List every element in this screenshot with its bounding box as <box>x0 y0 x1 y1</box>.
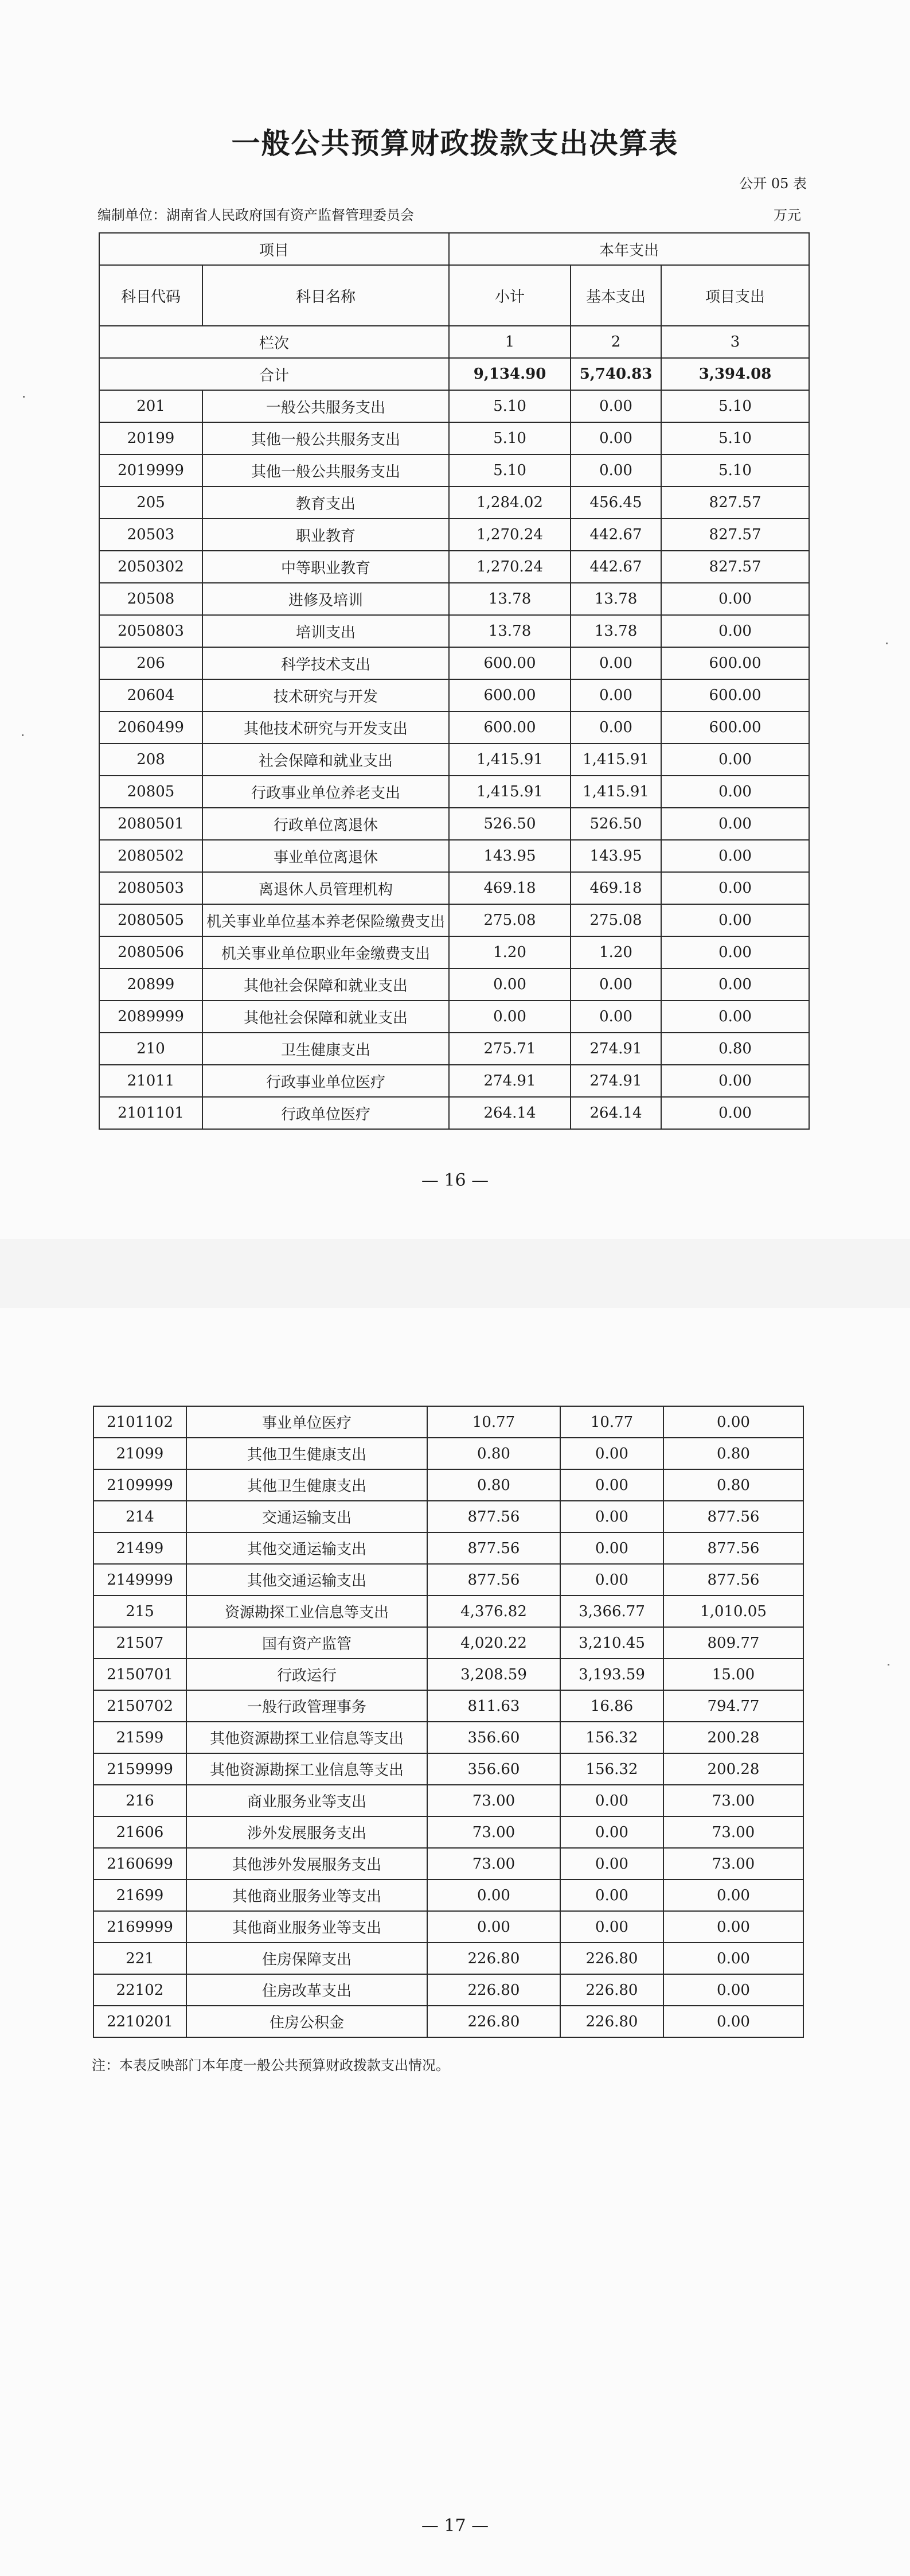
basic-value: 10.77 <box>560 1406 663 1438</box>
subtotal-value: 600.00 <box>449 711 571 744</box>
basic-value: 16.86 <box>560 1690 663 1722</box>
item-code: 2019999 <box>99 454 202 487</box>
header-code: 科目代码 <box>99 265 202 326</box>
basic-value: 0.00 <box>560 1848 663 1880</box>
item-name: 其他社会保障和就业支出 <box>202 1001 449 1033</box>
item-code: 210 <box>99 1033 202 1065</box>
project-value: 0.80 <box>663 1438 803 1469</box>
item-code: 2101101 <box>99 1097 202 1129</box>
project-value: 0.00 <box>661 776 809 808</box>
basic-value: 456.45 <box>571 487 661 519</box>
subtotal-value: 4,020.22 <box>427 1627 560 1659</box>
basic-value: 13.78 <box>571 615 661 647</box>
item-name: 科学技术支出 <box>202 647 449 679</box>
page-title: 一般公共预算财政拨款支出决算表 <box>231 126 679 160</box>
project-value: 0.00 <box>663 1911 803 1943</box>
item-name: 机关事业单位职业年金缴费支出 <box>202 936 449 968</box>
currency-unit: 万元 <box>774 207 801 223</box>
table-row <box>93 1501 803 1532</box>
item-name: 其他一般公共服务支出 <box>202 454 449 487</box>
project-value: 827.57 <box>661 519 809 551</box>
basic-value: 1.20 <box>571 936 661 968</box>
item-name: 中等职业教育 <box>202 551 449 583</box>
item-code: 2050803 <box>99 615 202 647</box>
item-code: 2080502 <box>99 840 202 872</box>
table-row <box>93 2006 803 2037</box>
item-name: 机关事业单位基本养老保险缴费支出 <box>202 904 449 936</box>
compiling-unit: 编制单位：湖南省人民政府国有资产监督管理委员会 <box>97 207 414 223</box>
subtotal-value: 3,208.59 <box>427 1659 560 1690</box>
project-value: 0.00 <box>661 615 809 647</box>
table-row <box>99 968 809 1001</box>
table-row <box>99 872 809 904</box>
page-number-17: — 17 — <box>421 2516 489 2536</box>
item-code: 21499 <box>93 1532 186 1564</box>
project-value: 600.00 <box>661 647 809 679</box>
header-row-2 <box>99 265 809 326</box>
table-row <box>99 776 809 808</box>
project-value: 809.77 <box>663 1627 803 1659</box>
item-name: 离退休人员管理机构 <box>202 872 449 904</box>
item-name: 住房公积金 <box>186 2006 427 2037</box>
item-code: 20199 <box>99 422 202 454</box>
table-row <box>99 1001 809 1033</box>
basic-value: 1,415.91 <box>571 776 661 808</box>
table-row <box>99 583 809 615</box>
item-name: 其他涉外发展服务支出 <box>186 1848 427 1880</box>
item-name: 事业单位医疗 <box>186 1406 427 1438</box>
item-name: 其他商业服务业等支出 <box>186 1880 427 1911</box>
subtotal-value: 0.80 <box>427 1438 560 1469</box>
item-code: 21099 <box>93 1438 186 1469</box>
table-row <box>99 904 809 936</box>
table-row <box>99 519 809 551</box>
item-code: 205 <box>99 487 202 519</box>
page-number-16: — 16 — <box>421 1170 489 1190</box>
table-row <box>99 390 809 422</box>
table-row <box>99 454 809 487</box>
project-value: 827.57 <box>661 551 809 583</box>
subtotal-value: 226.80 <box>427 2006 560 2037</box>
basic-value: 275.08 <box>571 904 661 936</box>
table-row <box>93 1438 803 1469</box>
total-label: 合计 <box>99 358 449 390</box>
table-row <box>93 1816 803 1848</box>
basic-value: 226.80 <box>560 1974 663 2006</box>
subtotal-value: 275.71 <box>449 1033 571 1065</box>
scan-mark <box>886 643 888 644</box>
table-row <box>93 1627 803 1659</box>
subtotal-value: 275.08 <box>449 904 571 936</box>
subtotal-value: 1,270.24 <box>449 519 571 551</box>
subtotal-value: 0.00 <box>449 1001 571 1033</box>
item-code: 2060499 <box>99 711 202 744</box>
subtotal-value: 526.50 <box>449 808 571 840</box>
table-row <box>93 1911 803 1943</box>
item-code: 21011 <box>99 1065 202 1097</box>
item-name: 培训支出 <box>202 615 449 647</box>
project-value: 0.00 <box>663 1943 803 1974</box>
item-name: 职业教育 <box>202 519 449 551</box>
table-row <box>99 808 809 840</box>
subtotal-value: 73.00 <box>427 1785 560 1816</box>
subtotal-value: 264.14 <box>449 1097 571 1129</box>
item-name: 涉外发展服务支出 <box>186 1816 427 1848</box>
item-name: 住房改革支出 <box>186 1974 427 2006</box>
subtotal-value: 226.80 <box>427 1943 560 1974</box>
project-value: 200.28 <box>663 1753 803 1785</box>
subtotal-value: 0.80 <box>427 1469 560 1501</box>
project-value: 73.00 <box>663 1785 803 1816</box>
subtotal-value: 877.56 <box>427 1532 560 1564</box>
subtotal-value: 13.78 <box>449 615 571 647</box>
item-name: 其他交通运输支出 <box>186 1564 427 1596</box>
basic-value: 3,193.59 <box>560 1659 663 1690</box>
project-value: 600.00 <box>661 679 809 711</box>
project-value: 0.00 <box>661 1097 809 1129</box>
project-value: 0.00 <box>661 1065 809 1097</box>
item-code: 2089999 <box>99 1001 202 1033</box>
project-value: 0.00 <box>661 936 809 968</box>
basic-value: 0.00 <box>560 1816 663 1848</box>
project-value: 200.28 <box>663 1722 803 1753</box>
item-code: 2160699 <box>93 1848 186 1880</box>
basic-value: 274.91 <box>571 1033 661 1065</box>
subtotal-value: 10.77 <box>427 1406 560 1438</box>
header-row-1 <box>99 233 809 265</box>
project-value: 5.10 <box>661 422 809 454</box>
item-name: 一般行政管理事务 <box>186 1690 427 1722</box>
project-value: 0.00 <box>661 840 809 872</box>
item-code: 206 <box>99 647 202 679</box>
project-value: 0.00 <box>661 583 809 615</box>
basic-value: 13.78 <box>571 583 661 615</box>
item-code: 20899 <box>99 968 202 1001</box>
item-name: 资源勘探工业信息等支出 <box>186 1596 427 1627</box>
item-name: 一般公共服务支出 <box>202 390 449 422</box>
basic-value: 226.80 <box>560 2006 663 2037</box>
basic-value: 264.14 <box>571 1097 661 1129</box>
basic-value: 0.00 <box>571 968 661 1001</box>
item-name: 技术研究与开发 <box>202 679 449 711</box>
subtotal-value: 1,415.91 <box>449 744 571 776</box>
item-name: 其他卫生健康支出 <box>186 1438 427 1469</box>
header-basic: 基本支出 <box>571 265 661 326</box>
subtotal-value: 1,415.91 <box>449 776 571 808</box>
basic-value: 0.00 <box>571 390 661 422</box>
subtotal-value: 1,284.02 <box>449 487 571 519</box>
item-code: 2210201 <box>93 2006 186 2037</box>
item-name: 国有资产监管 <box>186 1627 427 1659</box>
item-code: 2080501 <box>99 808 202 840</box>
project-value: 0.80 <box>663 1469 803 1501</box>
subtotal-value: 0.00 <box>449 968 571 1001</box>
project-value: 0.00 <box>661 744 809 776</box>
page-gap <box>0 1239 910 1308</box>
item-code: 2149999 <box>93 1564 186 1596</box>
project-value: 0.00 <box>663 1406 803 1438</box>
item-code: 21699 <box>93 1880 186 1911</box>
item-code: 221 <box>93 1943 186 1974</box>
project-value: 0.00 <box>661 872 809 904</box>
subtotal-value: 73.00 <box>427 1848 560 1880</box>
header-name: 科目名称 <box>202 265 449 326</box>
project-value: 0.00 <box>663 1974 803 2006</box>
item-name: 商业服务业等支出 <box>186 1785 427 1816</box>
project-value: 73.00 <box>663 1816 803 1848</box>
basic-value: 0.00 <box>571 647 661 679</box>
table-row <box>93 1596 803 1627</box>
table-row <box>99 1065 809 1097</box>
basic-value: 0.00 <box>571 711 661 744</box>
basic-value: 469.18 <box>571 872 661 904</box>
scan-mark <box>888 1664 889 1666</box>
item-name: 其他商业服务业等支出 <box>186 1911 427 1943</box>
project-value: 15.00 <box>663 1659 803 1690</box>
subtotal-value: 356.60 <box>427 1722 560 1753</box>
item-code: 2150702 <box>93 1690 186 1722</box>
basic-value: 3,366.77 <box>560 1596 663 1627</box>
form-number: 公开 05 表 <box>739 176 807 192</box>
item-code: 2150701 <box>93 1659 186 1690</box>
basic-value: 0.00 <box>560 1469 663 1501</box>
subtotal-value: 5.10 <box>449 390 571 422</box>
item-code: 2101102 <box>93 1406 186 1438</box>
basic-value: 442.67 <box>571 551 661 583</box>
table-row <box>99 840 809 872</box>
basic-value: 0.00 <box>571 1001 661 1033</box>
table-row <box>93 1943 803 1974</box>
item-code: 22102 <box>93 1974 186 2006</box>
subtotal-value: 877.56 <box>427 1564 560 1596</box>
basic-value: 0.00 <box>560 1564 663 1596</box>
basic-value: 0.00 <box>560 1880 663 1911</box>
subtotal-value: 1.20 <box>449 936 571 968</box>
table-row <box>99 1097 809 1129</box>
item-code: 20503 <box>99 519 202 551</box>
item-name: 其他资源勘探工业信息等支出 <box>186 1722 427 1753</box>
item-name: 行政单位医疗 <box>202 1097 449 1129</box>
item-code: 201 <box>99 390 202 422</box>
table-row <box>99 551 809 583</box>
project-value: 827.57 <box>661 487 809 519</box>
basic-value: 0.00 <box>560 1438 663 1469</box>
item-name: 行政运行 <box>186 1659 427 1690</box>
item-name: 行政事业单位养老支出 <box>202 776 449 808</box>
item-code: 2080505 <box>99 904 202 936</box>
total-subtotal: 9,134.90 <box>449 358 571 390</box>
header-subtotal: 小计 <box>449 265 571 326</box>
table-row <box>99 487 809 519</box>
project-value: 0.00 <box>661 968 809 1001</box>
subtotal-value: 469.18 <box>449 872 571 904</box>
basic-value: 0.00 <box>571 679 661 711</box>
basic-value: 226.80 <box>560 1943 663 1974</box>
item-name: 其他社会保障和就业支出 <box>202 968 449 1001</box>
column-index-1: 1 <box>449 326 571 358</box>
table-row <box>93 1722 803 1753</box>
subtotal-value: 5.10 <box>449 422 571 454</box>
table-row <box>93 1753 803 1785</box>
item-name: 行政事业单位医疗 <box>202 1065 449 1097</box>
table-row <box>99 711 809 744</box>
item-code: 2159999 <box>93 1753 186 1785</box>
subtotal-value: 143.95 <box>449 840 571 872</box>
column-index-3: 3 <box>661 326 809 358</box>
table-row <box>93 1469 803 1501</box>
basic-value: 156.32 <box>560 1722 663 1753</box>
table-row <box>93 1974 803 2006</box>
table-row <box>99 422 809 454</box>
subtotal-value: 1,270.24 <box>449 551 571 583</box>
basic-value: 0.00 <box>571 422 661 454</box>
table-row <box>93 1690 803 1722</box>
project-value: 794.77 <box>663 1690 803 1722</box>
basic-value: 0.00 <box>571 454 661 487</box>
item-name: 进修及培训 <box>202 583 449 615</box>
expenditure-table-page-17 <box>93 1406 804 2038</box>
item-name: 其他一般公共服务支出 <box>202 422 449 454</box>
table-row <box>93 1532 803 1564</box>
item-code: 2080506 <box>99 936 202 968</box>
item-name: 其他资源勘探工业信息等支出 <box>186 1753 427 1785</box>
item-code: 2109999 <box>93 1469 186 1501</box>
item-name: 卫生健康支出 <box>202 1033 449 1065</box>
basic-value: 526.50 <box>571 808 661 840</box>
table-row <box>93 1406 803 1438</box>
total-project: 3,394.08 <box>661 358 809 390</box>
project-value: 0.00 <box>663 2006 803 2037</box>
item-code: 214 <box>93 1501 186 1532</box>
item-name: 住房保障支出 <box>186 1943 427 1974</box>
subtotal-value: 13.78 <box>449 583 571 615</box>
item-name: 教育支出 <box>202 487 449 519</box>
item-name: 行政单位离退休 <box>202 808 449 840</box>
item-name: 交通运输支出 <box>186 1501 427 1532</box>
project-value: 877.56 <box>663 1564 803 1596</box>
project-value: 0.00 <box>661 1001 809 1033</box>
scan-mark <box>23 396 25 398</box>
project-value: 0.00 <box>663 1880 803 1911</box>
project-value: 0.80 <box>661 1033 809 1065</box>
project-value: 5.10 <box>661 390 809 422</box>
item-code: 21599 <box>93 1722 186 1753</box>
expenditure-table-page-16 <box>99 232 810 1130</box>
table-row <box>99 936 809 968</box>
table-row <box>99 679 809 711</box>
subtotal-value: 600.00 <box>449 679 571 711</box>
column-index-row <box>99 326 809 358</box>
subtotal-value: 811.63 <box>427 1690 560 1722</box>
item-code: 2169999 <box>93 1911 186 1943</box>
basic-value: 143.95 <box>571 840 661 872</box>
subtotal-value: 0.00 <box>427 1880 560 1911</box>
table-row <box>99 744 809 776</box>
item-code: 20805 <box>99 776 202 808</box>
project-value: 1,010.05 <box>663 1596 803 1627</box>
project-value: 877.56 <box>663 1532 803 1564</box>
item-code: 21606 <box>93 1816 186 1848</box>
total-basic: 5,740.83 <box>571 358 661 390</box>
table-row <box>99 1033 809 1065</box>
item-name: 社会保障和就业支出 <box>202 744 449 776</box>
item-code: 20604 <box>99 679 202 711</box>
total-row <box>99 358 809 390</box>
header-current-year: 本年支出 <box>449 233 809 265</box>
item-name: 其他卫生健康支出 <box>186 1469 427 1501</box>
table-row <box>93 1880 803 1911</box>
subtotal-value: 4,376.82 <box>427 1596 560 1627</box>
table-note: 注：本表反映部门本年度一般公共预算财政拨款支出情况。 <box>92 2057 450 2073</box>
item-code: 215 <box>93 1596 186 1627</box>
basic-value: 3,210.45 <box>560 1627 663 1659</box>
project-value: 600.00 <box>661 711 809 744</box>
subtotal-value: 0.00 <box>427 1911 560 1943</box>
basic-value: 0.00 <box>560 1532 663 1564</box>
item-name: 其他技术研究与开发支出 <box>202 711 449 744</box>
column-index-2: 2 <box>571 326 661 358</box>
table-row <box>93 1659 803 1690</box>
basic-value: 0.00 <box>560 1501 663 1532</box>
item-code: 20508 <box>99 583 202 615</box>
item-name: 其他交通运输支出 <box>186 1532 427 1564</box>
table-row <box>99 615 809 647</box>
subtotal-value: 73.00 <box>427 1816 560 1848</box>
subtotal-value: 356.60 <box>427 1753 560 1785</box>
header-item: 项目 <box>99 233 449 265</box>
project-value: 73.00 <box>663 1848 803 1880</box>
item-code: 216 <box>93 1785 186 1816</box>
basic-value: 274.91 <box>571 1065 661 1097</box>
subtotal-value: 226.80 <box>427 1974 560 2006</box>
item-code: 208 <box>99 744 202 776</box>
table-row <box>99 647 809 679</box>
item-code: 2080503 <box>99 872 202 904</box>
item-code: 21507 <box>93 1627 186 1659</box>
basic-value: 442.67 <box>571 519 661 551</box>
table-row <box>93 1848 803 1880</box>
subtotal-value: 877.56 <box>427 1501 560 1532</box>
subtotal-value: 600.00 <box>449 647 571 679</box>
project-value: 877.56 <box>663 1501 803 1532</box>
basic-value: 1,415.91 <box>571 744 661 776</box>
project-value: 0.00 <box>661 808 809 840</box>
scan-mark <box>22 734 24 736</box>
project-value: 5.10 <box>661 454 809 487</box>
table-row <box>93 1564 803 1596</box>
basic-value: 0.00 <box>560 1785 663 1816</box>
header-project: 项目支出 <box>661 265 809 326</box>
item-code: 2050302 <box>99 551 202 583</box>
basic-value: 0.00 <box>560 1911 663 1943</box>
subtotal-value: 5.10 <box>449 454 571 487</box>
table-row <box>93 1785 803 1816</box>
item-name: 事业单位离退休 <box>202 840 449 872</box>
subtotal-value: 274.91 <box>449 1065 571 1097</box>
project-value: 0.00 <box>661 904 809 936</box>
column-index-label: 栏次 <box>99 326 449 358</box>
basic-value: 156.32 <box>560 1753 663 1785</box>
